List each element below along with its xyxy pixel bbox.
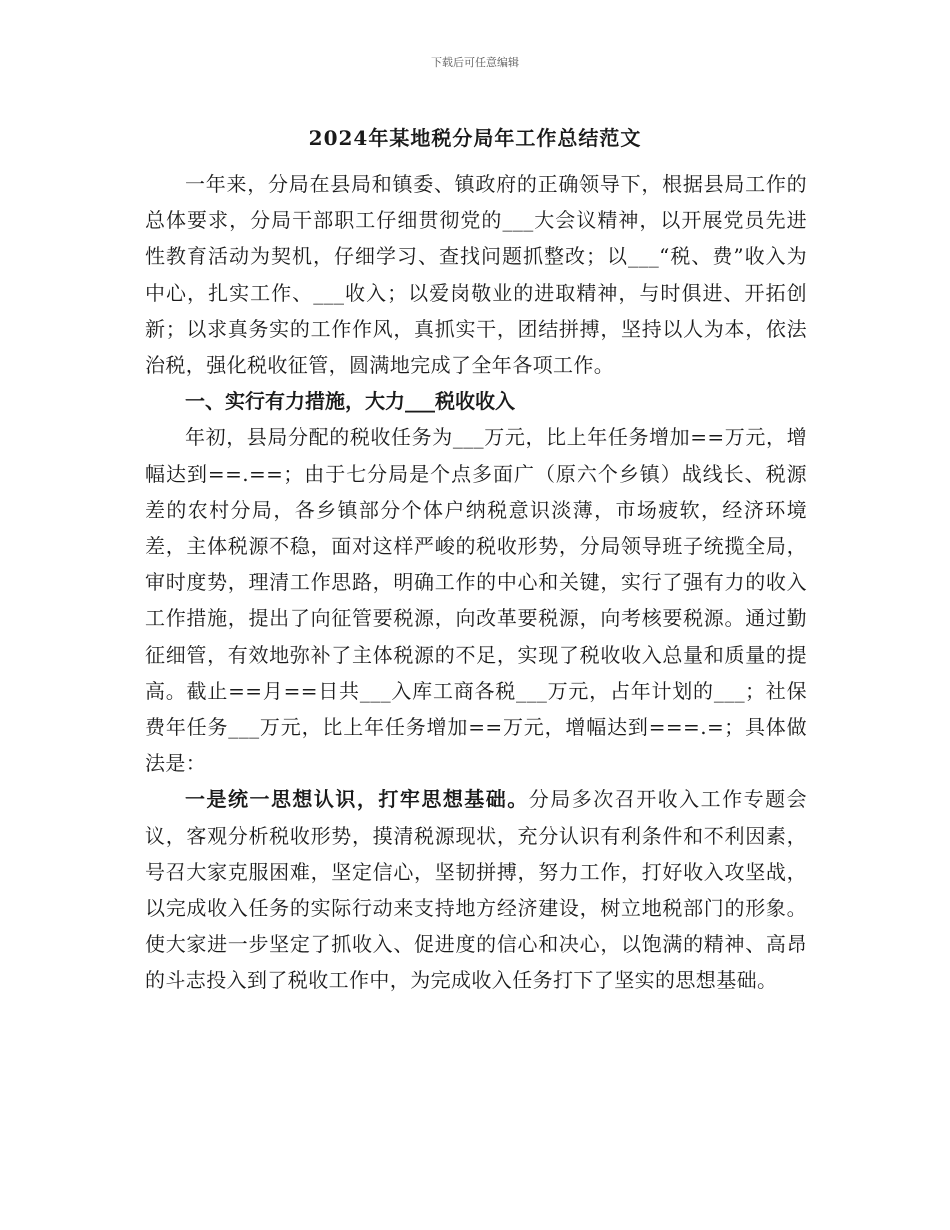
paragraph-tax-task: 年初，县局分配的税收任务为___万元，比上年任务增加==万元，增幅达到==.==；由于七分局是个点多面广（原六个乡镇）战线长、税源差的农村分局，各乡镇部分个体户纳税意识淡薄，市场疲软，经济环境差，主体税源不稳，面对这样严峻的税收形势，分局领导班子统揽全局，审时度势，理清工作思路，明确工作的中心和关键，实行了强有力的收入工作措施，提出了向征管要税源，向改革要税源，向考核要税源。通过勤征细管，有效地弥补了主体税源的不足，实现了税收收入总量和质量的提高。截止==月==日共___入库工商各税___万元，占年计划的___；社保费年任务___万元，比上年任务增加==万元，增幅达到===.=；具体做法是： [145, 425, 807, 776]
document-body [145, 166, 807, 999]
header-note: 下载后可任意编辑 [431, 56, 519, 69]
document-title: 2024年某地税分局年工作总结范文 [308, 126, 642, 150]
section-heading-1: 一、实行有力措施，大力___税收收入 [185, 389, 515, 414]
paragraph-unify-thinking [145, 781, 807, 998]
paragraph-lead-bold: 一是统一思想认识，打牢思想基础。 [185, 787, 529, 812]
paragraph-body-text: 分局多次召开收入工作专题会议，客观分析税收形势，摸清税源现状，充分认识有利条件和不利因素，号召大家克服困难，坚定信心，坚韧拼搏，努力工作，打好收入攻坚战，以完成收入任务的实际行动来支持地方经济建设，树立地税部门的形象。使大家进一步坚定了抓收入、促进度的信心和决心，以饱满的精神、高昂的斗志投入到了税收工作中，为完成收入任务打下了坚实的思想基础。 [145, 787, 807, 993]
paragraph-intro: 一年来，分局在县局和镇委、镇政府的正确领导下，根据县局工作的总体要求，分局干部职工仔细贯彻党的___大会议精神，以开展党员先进性教育活动为契机，仔细学习、查找问题抓整改；以___“税、费”收入为中心，扎实工作、___收入；以爱岗敬业的进取精神，与时俱进、开拓创新；以求真务实的工作作风，真抓实干，团结拼搏，坚持以人为本，依法治税，强化税收征管，圆满地完成了全年各项工作。 [145, 172, 807, 378]
